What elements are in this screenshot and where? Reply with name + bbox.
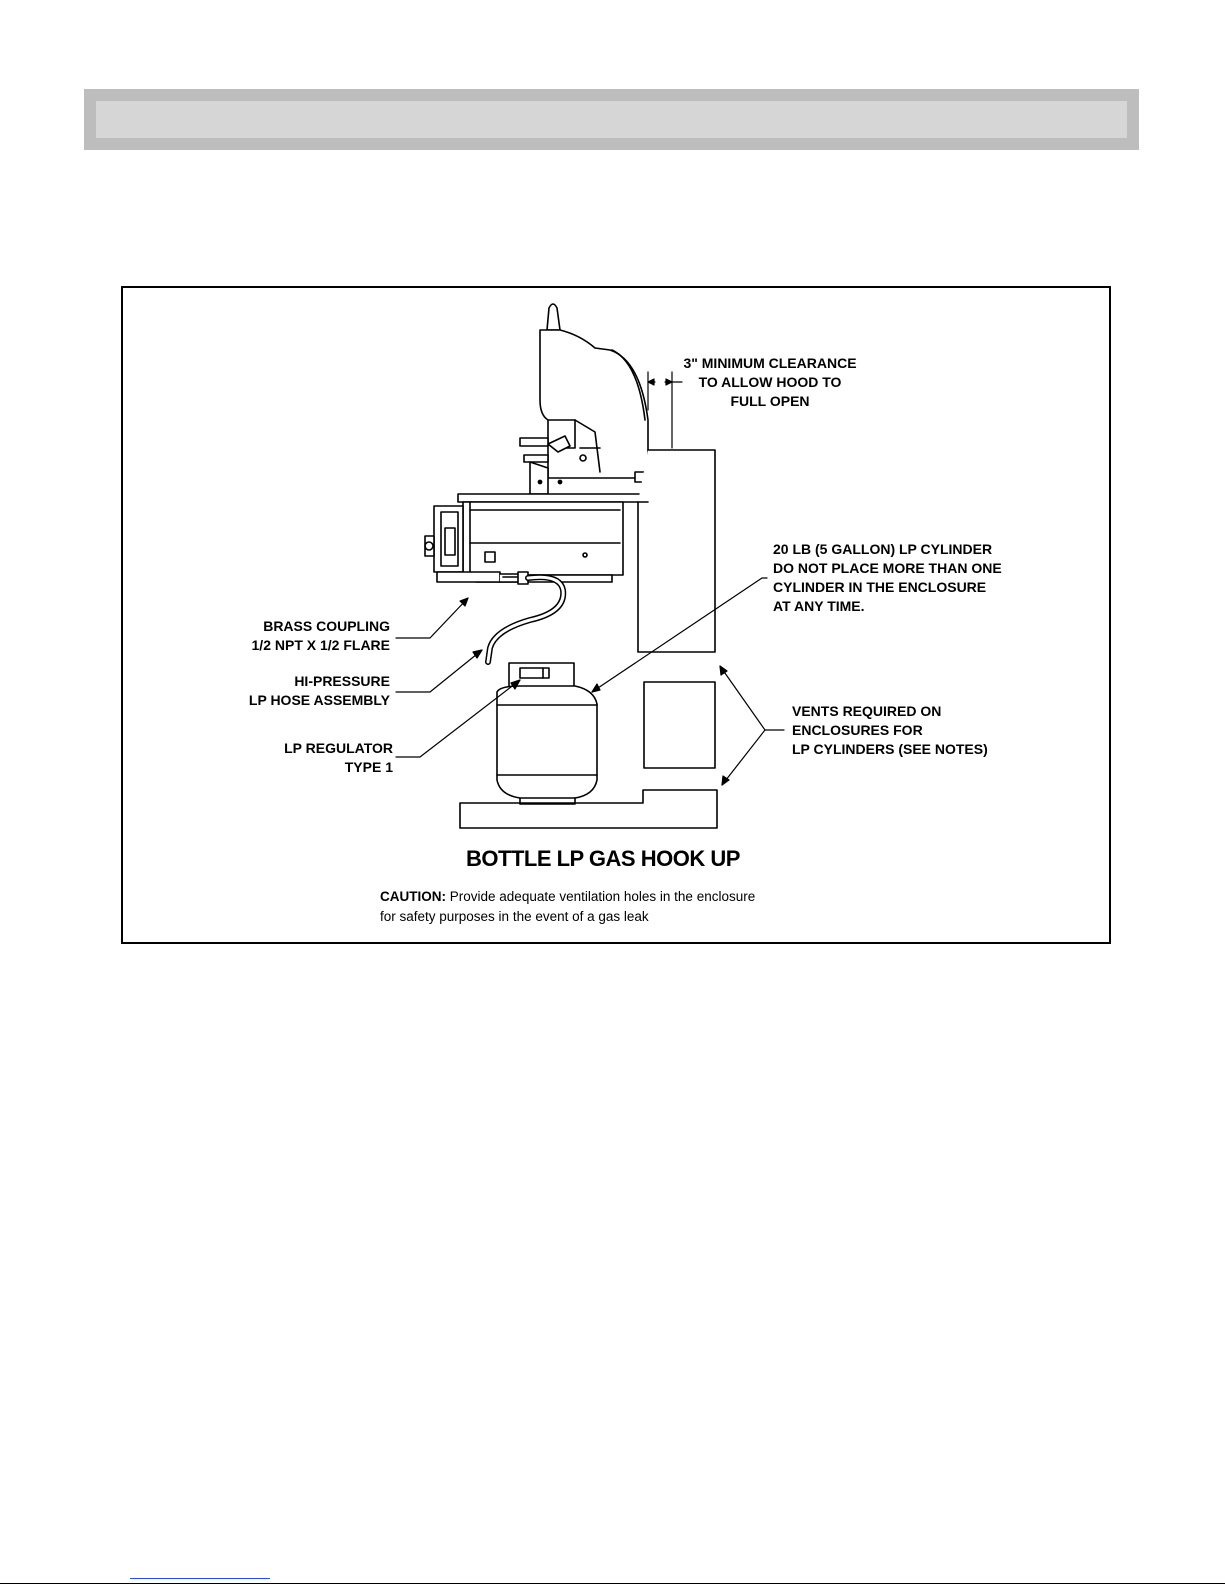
grill-firebox — [425, 494, 648, 584]
cylinder-label: 20 LB (5 GALLON) LP CYLINDER DO NOT PLACE MORE THAN ONE CYLINDER IN THE ENCLOSURE AT ANY TIME. — [773, 541, 1002, 614]
grill-hood — [520, 304, 648, 494]
clearance-label: 3" MINIMUM CLEARANCE TO ALLOW HOOD TO FULL OPEN — [683, 355, 857, 409]
caution-label: CAUTION: — [380, 889, 446, 904]
footer-link-underline — [130, 1578, 270, 1579]
diagram-title: BOTTLE LP GAS HOOK UP — [466, 846, 740, 871]
coupling-label: BRASS COUPLING 1/2 NPT X 1/2 FLARE — [251, 618, 390, 653]
vents-label: VENTS REQUIRED ON ENCLOSURES FOR LP CYLINDERS (SEE NOTES) — [792, 703, 988, 757]
lp-hose — [488, 577, 563, 662]
footer-rule — [0, 1583, 1225, 1584]
hose-label: HI-PRESSURE LP HOSE ASSEMBLY — [248, 673, 390, 708]
regulator-label: LP REGULATOR TYPE 1 — [284, 740, 393, 775]
caution-text: Provide adequate ventilation holes in the enclosure for safety purposes in the event of a gas leak — [380, 889, 756, 924]
caution-note — [380, 887, 770, 927]
